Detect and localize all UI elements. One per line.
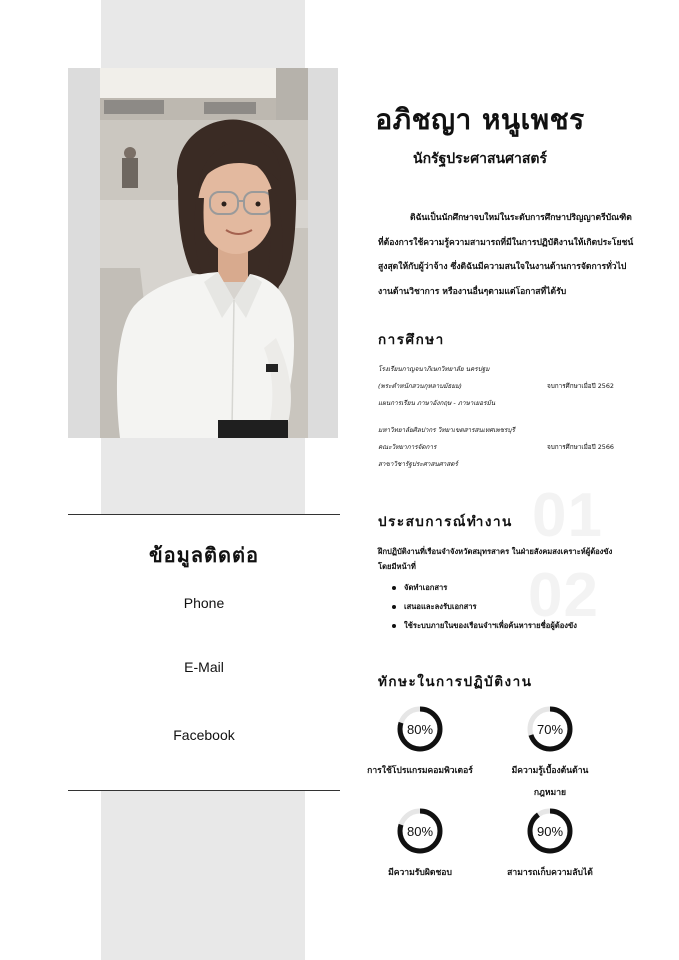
- skill-ring: [525, 806, 575, 856]
- skill-item: [490, 704, 610, 804]
- skill-label: การใช้โปรแกรมคอมพิวเตอร์: [367, 766, 473, 776]
- about-line: งานด้านวิชาการ หรืองานอื่นๆตามแต่โอกาสที่ได้รับ: [378, 286, 567, 297]
- skills-title: ทักษะในการปฏิบัติงาน: [378, 674, 533, 690]
- skill-label: สามารถเก็บความลับได้: [507, 868, 593, 878]
- contact-email[interactable]: E-Mail: [184, 659, 224, 675]
- skill-percent: 80%: [406, 722, 434, 737]
- contact-title: ข้อมูลติดต่อ: [148, 543, 260, 567]
- graduation-year: จบการศึกษาเมื่อปี 2562: [546, 382, 614, 390]
- study-program: แผนการเรียน ภาษาอังกฤษ - ภาษาเยอรมัน: [378, 399, 496, 407]
- experience-description: ฝึกปฏิบัติงานที่เรือนจำจังหวัดสมุทรสาคร ในฝ่ายสังคมสงเคราะห์ผู้ต้องขัง โดยมีหน้าที่: [378, 547, 613, 571]
- duty-list: [392, 578, 622, 635]
- contact-phone[interactable]: Phone: [183, 595, 225, 611]
- person-name: อภิชญา หนูเพชร: [375, 103, 585, 136]
- education-entry: [378, 361, 614, 412]
- profile-photo: [100, 68, 308, 438]
- about-line: ที่ต้องการใช้ความรู้ความสามารถที่มีในการปฏิบัติงานให้เกิดประโยชน์: [378, 237, 634, 248]
- education-entry: [378, 422, 614, 473]
- skill-ring: [395, 704, 445, 754]
- job-title: นักรัฐประศาสนศาสตร์: [413, 151, 547, 167]
- about-line: สูงสุดให้กับผู้ว่าจ้าง ซึ่งดิฉันมีความสนใจในงานด้านการจัดการทั่วไป: [378, 262, 627, 272]
- school-name: มหาวิทยาลัยศิลปากร วิทยาเขตสารสนเทศเพชรบุรี: [378, 426, 515, 434]
- skill-percent: 90%: [536, 824, 564, 839]
- skill-label: มีความรู้เบื้องต้นด้าน: [511, 766, 589, 776]
- about-line: ดิฉันเป็นนักศึกษาจบใหม่ในระดับการศึกษาปริญญาตรีบัณฑิต: [410, 213, 632, 223]
- school-subtitle: คณะวิทยาการจัดการ: [378, 443, 437, 451]
- about-paragraph: [378, 206, 634, 304]
- skill-percent: 70%: [536, 722, 564, 737]
- skill-ring: [395, 806, 445, 856]
- duty-item: ใช้ระบบภายในของเรือนจำฯเพื่อค้นหารายชื่อผู้ต้องขัง: [392, 616, 622, 635]
- watermark-number: 01: [532, 481, 603, 550]
- contact-section: [68, 514, 340, 791]
- skill-label: มีความรับผิดชอบ: [388, 868, 452, 878]
- school-subtitle: (พระตำหนักสวนกุหลาบมัธยม): [378, 382, 462, 390]
- school-name: โรงเรียนกาญจนาภิเษกวิทยาลัย นครปฐม: [378, 365, 490, 373]
- skill-item: [360, 806, 480, 884]
- skill-percent: 80%: [406, 824, 434, 839]
- graduation-year: จบการศึกษาเมื่อปี 2566: [546, 443, 614, 451]
- education-title: การศึกษา: [378, 332, 445, 348]
- skill-label: กฎหมาย: [533, 788, 567, 798]
- watermark-number: 02: [528, 561, 599, 630]
- experience-title: ประสบการณ์ทำงาน: [378, 514, 513, 530]
- duty-item: เสนอและลงรับเอกสาร: [392, 597, 622, 616]
- duty-item: จัดทำเอกสาร: [392, 578, 622, 597]
- contact-facebook[interactable]: Facebook: [173, 727, 235, 743]
- skill-item: [360, 704, 480, 782]
- skill-ring: [525, 704, 575, 754]
- study-program: สาขาวิชารัฐประศาสนศาสตร์: [378, 460, 458, 468]
- skill-item: [490, 806, 610, 884]
